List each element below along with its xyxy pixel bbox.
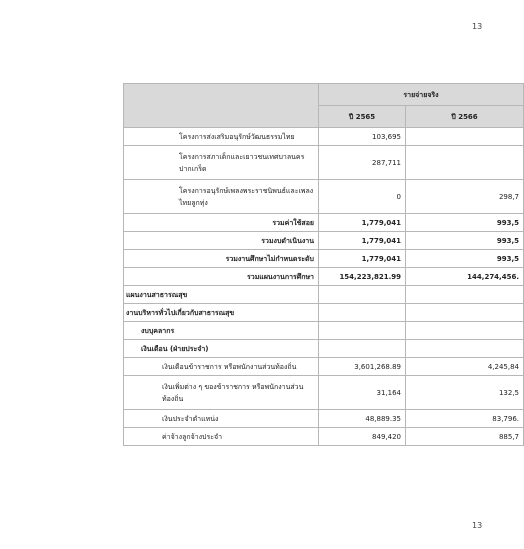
row-value-2565: 48,889.35 bbox=[319, 410, 406, 428]
row-value-2565 bbox=[319, 286, 406, 304]
header-year-2566: ปี 2566 bbox=[406, 106, 524, 128]
row-value-2566 bbox=[406, 304, 524, 322]
row-value-2566: 132,5 bbox=[406, 376, 524, 410]
table-row bbox=[124, 268, 524, 286]
table-row bbox=[124, 376, 524, 410]
row-label: เงินเดือน (ฝ่ายประจำ) bbox=[124, 340, 319, 358]
row-value-2566: 993,5 bbox=[406, 214, 524, 232]
row-label: เงินประจำตำแหน่ง bbox=[124, 410, 319, 428]
row-value-2565 bbox=[319, 304, 406, 322]
table-row bbox=[124, 340, 524, 358]
table-row bbox=[124, 250, 524, 268]
row-value-2565: 849,420 bbox=[319, 428, 406, 446]
row-value-2565: 1,779,041 bbox=[319, 214, 406, 232]
table-row bbox=[124, 322, 524, 340]
budget-table-wrapper bbox=[123, 83, 523, 446]
row-label: โครงการอนุรักษ์เพลงพระราชนิพนธ์และเพลงไทยลูกทุ่ง bbox=[124, 180, 319, 214]
row-value-2566 bbox=[406, 128, 524, 146]
row-value-2566 bbox=[406, 322, 524, 340]
row-value-2565 bbox=[319, 340, 406, 358]
table-row bbox=[124, 146, 524, 180]
row-value-2566: 298,7 bbox=[406, 180, 524, 214]
table-row bbox=[124, 214, 524, 232]
row-value-2566: 993,5 bbox=[406, 232, 524, 250]
row-value-2565: 0 bbox=[319, 180, 406, 214]
row-value-2565: 103,695 bbox=[319, 128, 406, 146]
table-row bbox=[124, 128, 524, 146]
row-label: โครงการส่งเสริมอนุรักษ์วัฒนธรรมไทย bbox=[124, 128, 319, 146]
row-label: งานบริหารทั่วไปเกี่ยวกับสาธารณสุข bbox=[124, 304, 319, 322]
row-value-2566 bbox=[406, 146, 524, 180]
header-actual-expense: รายจ่ายจริง bbox=[319, 84, 524, 106]
row-label: แผนงานสาธารณสุข bbox=[124, 286, 319, 304]
header-corner-cell bbox=[124, 84, 319, 128]
row-label: เงินเพิ่มต่าง ๆ ของข้าราชการ หรือพนักงานส่วนท้องถิ่น bbox=[124, 376, 319, 410]
row-value-2565: 3,601,268.89 bbox=[319, 358, 406, 376]
row-label: รวมงานศึกษาไม่กำหนดระดับ bbox=[124, 250, 319, 268]
row-value-2565: 154,223,821.99 bbox=[319, 268, 406, 286]
row-value-2566 bbox=[406, 286, 524, 304]
table-row bbox=[124, 286, 524, 304]
row-value-2565: 31,164 bbox=[319, 376, 406, 410]
row-value-2565: 1,779,041 bbox=[319, 250, 406, 268]
table-row bbox=[124, 410, 524, 428]
row-value-2566: 144,274,456. bbox=[406, 268, 524, 286]
row-value-2565: 287,711 bbox=[319, 146, 406, 180]
row-value-2565: 1,779,041 bbox=[319, 232, 406, 250]
row-label: ค่าจ้างลูกจ้างประจำ bbox=[124, 428, 319, 446]
row-value-2566: 4,245,84 bbox=[406, 358, 524, 376]
table-row bbox=[124, 304, 524, 322]
row-value-2566 bbox=[406, 340, 524, 358]
row-value-2566: 83,796. bbox=[406, 410, 524, 428]
row-label: เงินเดือนข้าราชการ หรือพนักงานส่วนท้องถิ่น bbox=[124, 358, 319, 376]
row-label: รวมแผนงานการศึกษา bbox=[124, 268, 319, 286]
row-label: งบบุคลากร bbox=[124, 322, 319, 340]
header-year-2565: ปี 2565 bbox=[319, 106, 406, 128]
row-value-2566: 993,5 bbox=[406, 250, 524, 268]
row-value-2565 bbox=[319, 322, 406, 340]
table-row bbox=[124, 232, 524, 250]
row-label: รวมค่าใช้สอย bbox=[124, 214, 319, 232]
row-label: โครงการสภาเด็กและเยาวชนเทศบาลนครปากเกร็ด bbox=[124, 146, 319, 180]
table-row bbox=[124, 428, 524, 446]
budget-table bbox=[123, 83, 524, 446]
page-number-bottom: 13 bbox=[472, 521, 483, 530]
page-number-top: 13 bbox=[472, 22, 483, 31]
row-label: รวมงบดำเนินงาน bbox=[124, 232, 319, 250]
row-value-2566: 885,7 bbox=[406, 428, 524, 446]
table-row bbox=[124, 358, 524, 376]
table-row bbox=[124, 180, 524, 214]
